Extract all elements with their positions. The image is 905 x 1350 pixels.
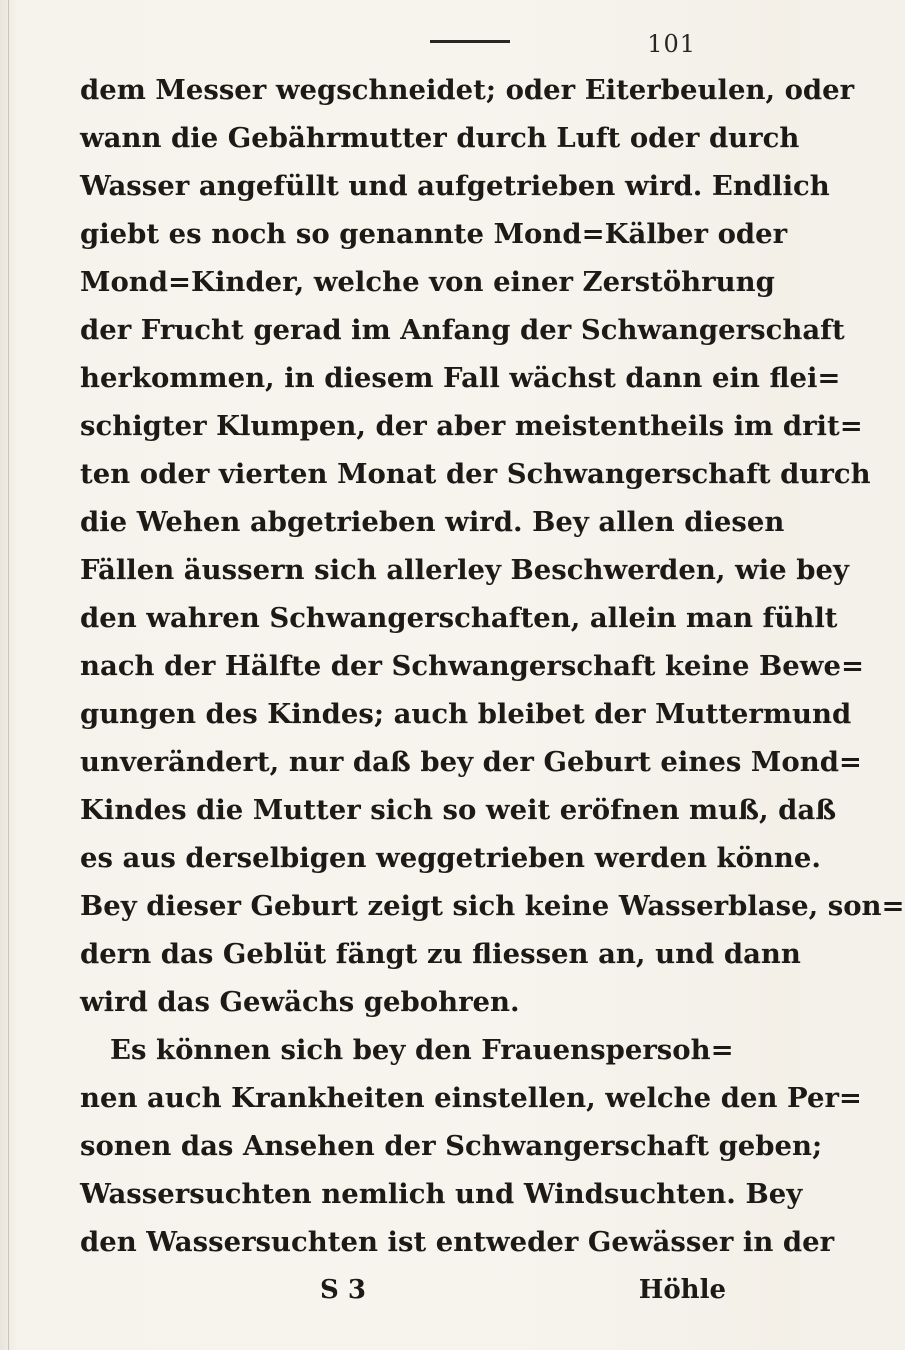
signature-mark: S 3 <box>320 1275 366 1305</box>
text-line: die Wehen abgetrieben wird. Bey allen diesen <box>80 506 785 538</box>
text-line-paragraph-end: wird das Gewächs gebohren. <box>80 986 520 1018</box>
text-line: den wahren Schwangerschaften, allein man fühlt <box>80 602 838 634</box>
page-footer <box>80 1275 730 1315</box>
text-line: sonen das Ansehen der Schwangerschaft geben; <box>80 1130 823 1162</box>
binding-edge <box>8 0 9 1350</box>
text-line: unverändert, nur daß bey der Geburt eines Mond= <box>80 746 862 778</box>
text-line: herkommen, in diesem Fall wächst dann ein flei= <box>80 362 841 394</box>
text-line: Fällen äussern sich allerley Beschwerden, wie bey <box>80 554 849 586</box>
text-line: wann die Gebährmutter durch Luft oder durch <box>80 122 800 154</box>
text-line: giebt es noch so genannte Mond=Kälber oder <box>80 218 788 250</box>
text-line: schigter Klumpen, der aber meistentheils im drit= <box>80 410 863 442</box>
text-line-paragraph-start: Es können sich bey den Frauenspersoh= <box>110 1034 734 1066</box>
text-line: es aus derselbigen weggetrieben werden könne. <box>80 842 821 874</box>
text-line: dern das Geblüt fängt zu fliessen an, und dann <box>80 938 801 970</box>
text-line: gungen des Kindes; auch bleibet der Muttermund <box>80 698 852 730</box>
text-line: ten oder vierten Monat der Schwangerschaft durch <box>80 458 871 490</box>
text-line: nach der Hälfte der Schwangerschaft keine Bewe= <box>80 650 865 682</box>
text-line: den Wassersuchten ist entweder Gewässer in der <box>80 1226 835 1258</box>
text-line: Wasser angefüllt und aufgetrieben wird. Endlich <box>80 170 830 202</box>
text-line: Wassersuchten nemlich und Windsuchten. Bey <box>80 1178 803 1210</box>
text-line: dem Messer wegschneidet; oder Eiterbeulen, oder <box>80 74 855 106</box>
text-line: Bey dieser Geburt zeigt sich keine Wasserblase, son= <box>80 890 905 922</box>
catchword: Höhle <box>638 1275 726 1305</box>
body-text <box>80 66 905 1266</box>
text-line: der Frucht gerad im Anfang der Schwangerschaft <box>80 314 845 346</box>
text-line: Kindes die Mutter sich so weit eröfnen muß, daß <box>80 794 837 826</box>
header-rule <box>430 40 510 43</box>
text-line: nen auch Krankheiten einstellen, welche den Per= <box>80 1082 862 1114</box>
text-line: Mond=Kinder, welche von einer Zerstöhrung <box>80 266 775 298</box>
page-number: 101 <box>647 30 696 58</box>
